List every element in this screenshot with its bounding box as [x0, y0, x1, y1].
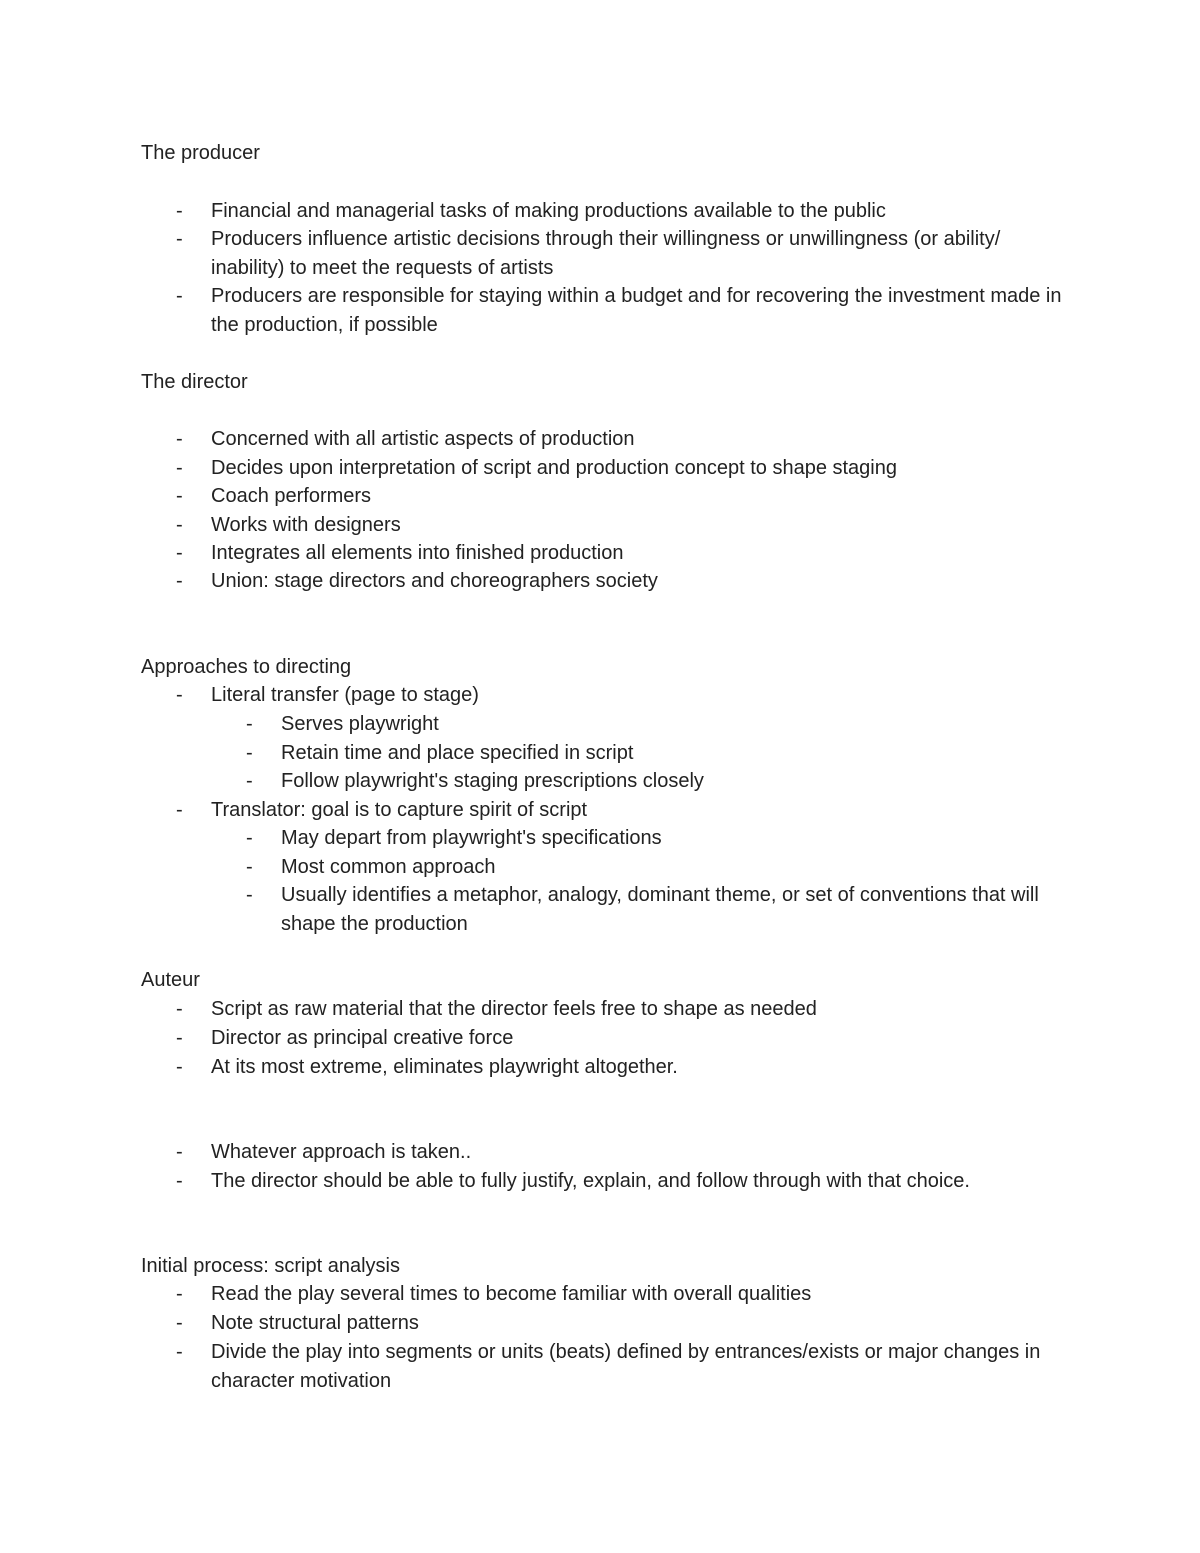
bullet-dash: - — [176, 1027, 183, 1049]
bullet-dash: - — [176, 285, 183, 307]
sub-list-item-text: Most common approach — [281, 856, 496, 878]
section-heading-auteur: Auteur — [141, 969, 200, 991]
sub-list-item-text: Follow playwright's staging prescriptions closely — [281, 770, 704, 792]
bullet-dash: - — [176, 1312, 183, 1334]
list-item-text: Decides upon interpretation of script and production concept to shape staging — [211, 457, 897, 479]
sub-list-item-text: Serves playwright — [281, 713, 439, 735]
bullet-dash: - — [246, 770, 253, 792]
section-heading-script-analysis: Initial process: script analysis — [141, 1255, 400, 1277]
list-item-text: Coach performers — [211, 485, 372, 507]
list-item-text: Literal transfer (page to stage) — [211, 684, 479, 706]
list-item-text: Integrates all elements into finished production — [211, 542, 624, 564]
bullet-dash: - — [176, 799, 183, 821]
list-item-text: Financial and managerial tasks of making productions available to the public — [211, 200, 886, 222]
section-heading-director: The director — [141, 371, 248, 393]
list-item-text: Whatever approach is taken.. — [211, 1141, 472, 1163]
bullet-dash: - — [176, 1283, 183, 1305]
bullet-dash: - — [176, 1170, 183, 1192]
list-item-text: Translator: goal is to capture spirit of script — [211, 799, 588, 821]
list-item-text: Director as principal creative force — [211, 1027, 514, 1049]
list-item-text: Script as raw material that the director feels free to shape as needed — [211, 998, 817, 1020]
section-heading-producer: The producer — [141, 142, 260, 164]
list-item-text: Note structural patterns — [211, 1312, 419, 1334]
bullet-dash: - — [176, 514, 183, 536]
bullet-dash: - — [176, 485, 183, 507]
bullet-dash: - — [176, 1341, 183, 1363]
bullet-dash: - — [176, 457, 183, 479]
sub-list-item-text: Usually identifies a metaphor, analogy, dominant theme, or set of conventions that will shape the production — [281, 884, 1039, 935]
list-item-text: Producers are responsible for staying within a budget and for recovering the investment made in the production, if possible — [211, 285, 1062, 336]
bullet-dash: - — [246, 713, 253, 735]
list-item-text: Producers influence artistic decisions through their willingness or unwillingness (or ability/ inability) to meet the requests of artists — [211, 228, 1001, 279]
bullet-dash: - — [176, 998, 183, 1020]
bullet-dash: - — [246, 856, 253, 878]
list-item-text: Works with designers — [211, 514, 401, 536]
list-item-text: Union: stage directors and choreographers society — [211, 570, 658, 592]
bullet-dash: - — [176, 1056, 183, 1078]
bullet-dash: - — [246, 742, 253, 764]
list-item-text: The director should be able to fully justify, explain, and follow through with that choice. — [211, 1170, 970, 1192]
bullet-dash: - — [246, 884, 253, 906]
bullet-dash: - — [176, 570, 183, 592]
bullet-dash: - — [176, 542, 183, 564]
bullet-dash: - — [246, 827, 253, 849]
list-item-text: Read the play several times to become familiar with overall qualities — [211, 1283, 812, 1305]
bullet-dash: - — [176, 1141, 183, 1163]
bullet-dash: - — [176, 684, 183, 706]
section-heading-approaches: Approaches to directing — [141, 656, 352, 678]
sub-list-item-text: Retain time and place specified in script — [281, 742, 634, 764]
bullet-dash: - — [176, 428, 183, 450]
list-item-text: Divide the play into segments or units (beats) defined by entrances/exists or major changes in character motivation — [211, 1341, 1041, 1392]
sub-list-item-text: May depart from playwright's specifications — [281, 827, 662, 849]
list-item-text: Concerned with all artistic aspects of production — [211, 428, 635, 450]
bullet-dash: - — [176, 200, 183, 222]
list-item-text: At its most extreme, eliminates playwright altogether. — [211, 1056, 678, 1078]
bullet-dash: - — [176, 228, 183, 250]
